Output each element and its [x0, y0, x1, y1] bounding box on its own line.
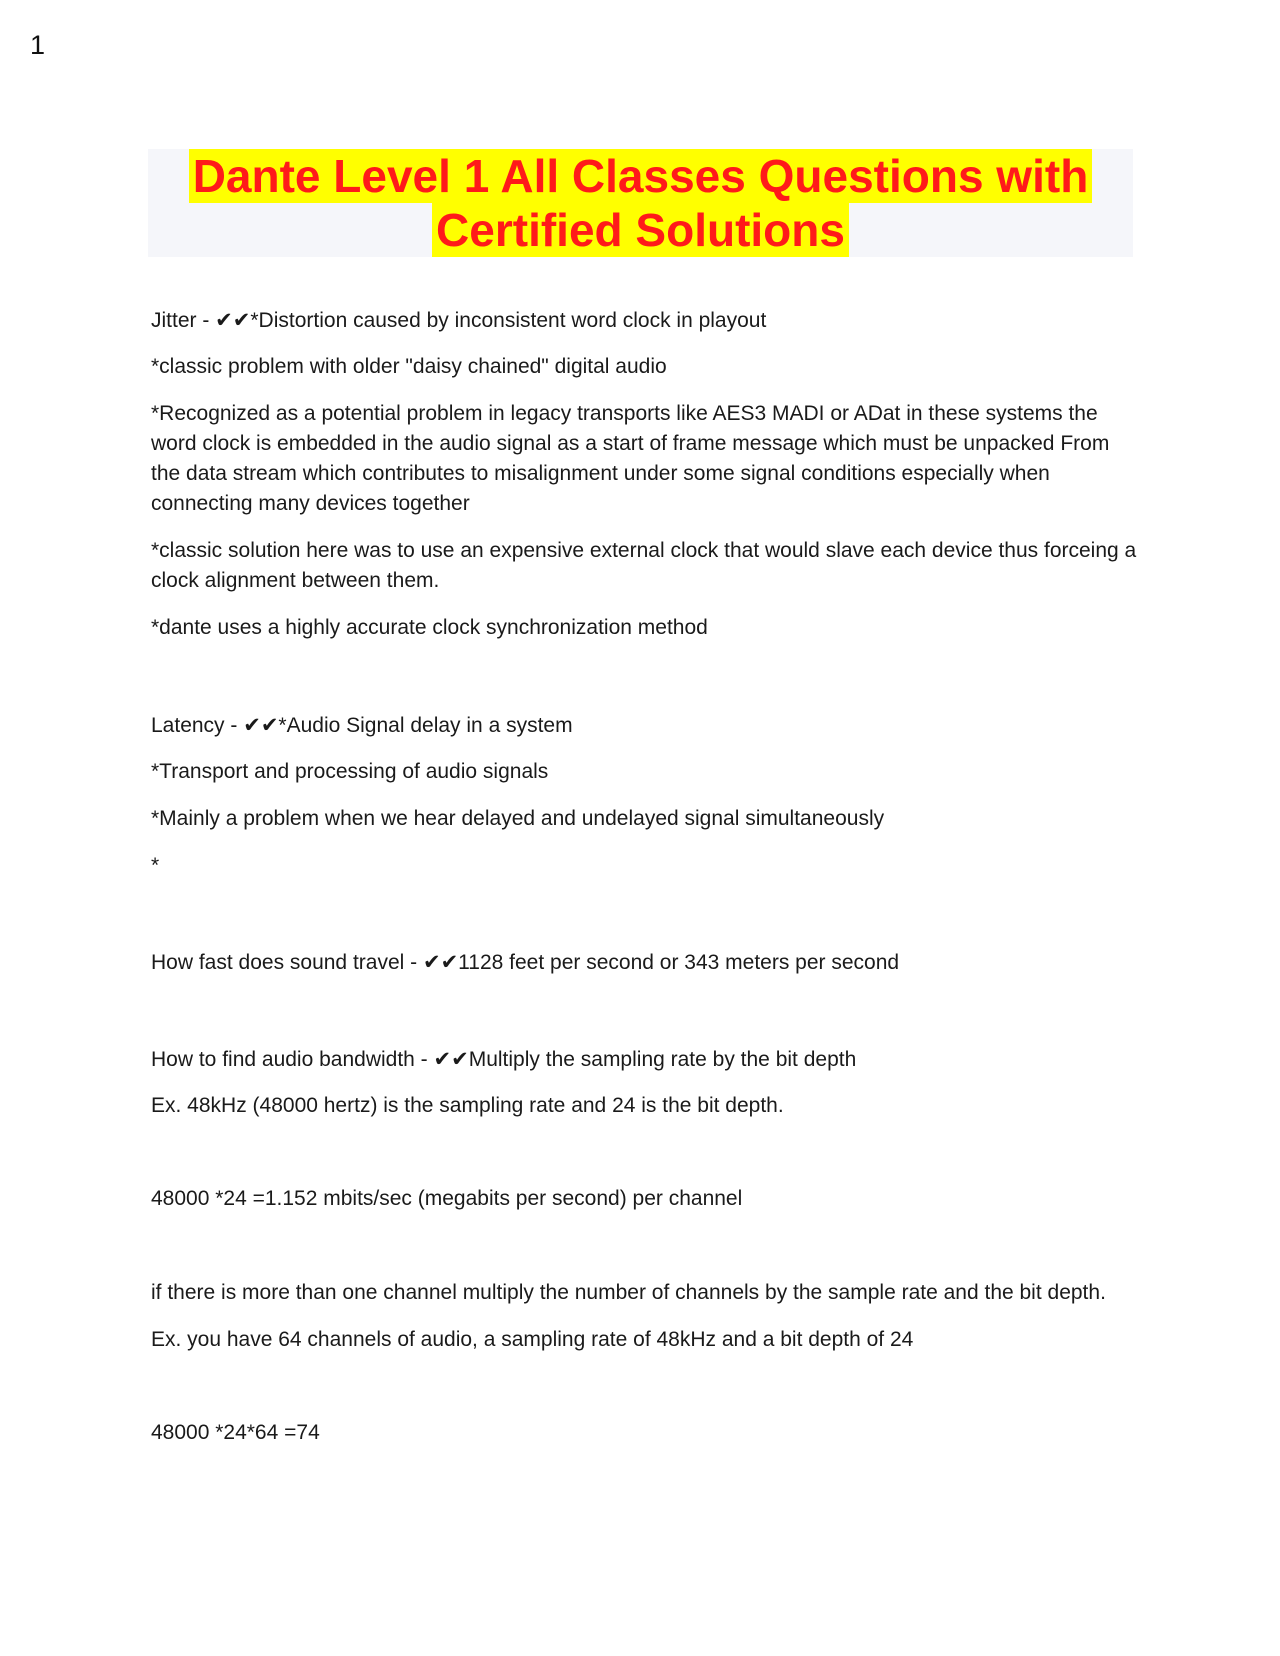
answer-line: Ex. you have 64 channels of audio, a sampling rate of 48kHz and a bit depth of 24	[151, 1328, 914, 1351]
question-sound-speed	[151, 947, 1141, 978]
answer-line: if there is more than one channel multiply the number of channels by the sample rate and the bit depth.	[151, 1281, 1106, 1304]
question-term: Latency -	[151, 714, 244, 737]
answer-line: *Mainly a problem when we hear delayed and undelayed signal simultaneously	[151, 807, 885, 830]
check-icon: ✔✔	[433, 1047, 469, 1071]
question-audio-bandwidth	[151, 1044, 1141, 1075]
answer-paragraph: *Recognized as a potential problem in legacy transports like AES3 MADI or ADat in these systems the word clock is embedded in the audio signal as a start of frame message which must be unpacked From the data stream which contributes to misalignment under some signal conditions especially when connecting many devices together	[151, 402, 1110, 515]
answer-text: *Distortion caused by inconsistent word clock in playout	[250, 309, 767, 332]
answer-line: Ex. 48kHz (48000 hertz) is the sampling rate and 24 is the bit depth.	[151, 1094, 784, 1117]
title-line-1: Dante Level 1 All Classes Questions with	[189, 149, 1093, 203]
answer-line: *classic problem with older "daisy chained" digital audio	[151, 355, 667, 378]
question-term: How fast does sound travel -	[151, 951, 423, 974]
answer-text: 1128 feet per second or 343 meters per second	[458, 951, 900, 974]
document-title	[148, 149, 1133, 257]
answer-line: *	[151, 854, 160, 877]
title-line-2: Certified Solutions	[432, 203, 849, 257]
question-latency	[151, 710, 1141, 741]
answer-line: *Transport and processing of audio signals	[151, 760, 549, 783]
check-icon: ✔✔	[215, 308, 251, 332]
check-icon: ✔✔	[243, 713, 279, 737]
answer-text: *Audio Signal delay in a system	[278, 714, 573, 737]
answer-text: Multiply the sampling rate by the bit depth	[468, 1048, 857, 1071]
question-term: How to find audio bandwidth -	[151, 1048, 434, 1071]
question-term: Jitter -	[151, 309, 216, 332]
answer-line: 48000 *24*64 =74	[151, 1421, 320, 1444]
question-jitter	[151, 305, 1141, 336]
answer-line: 48000 *24 =1.152 mbits/sec (megabits per second) per channel	[151, 1187, 743, 1210]
check-icon: ✔✔	[422, 950, 459, 974]
answer-line: *dante uses a highly accurate clock synchronization method	[151, 616, 708, 639]
answer-paragraph: *classic solution here was to use an expensive external clock that would slave each device thus forceing a clock alignment between them.	[151, 539, 1137, 592]
page-number: 1	[30, 30, 46, 60]
